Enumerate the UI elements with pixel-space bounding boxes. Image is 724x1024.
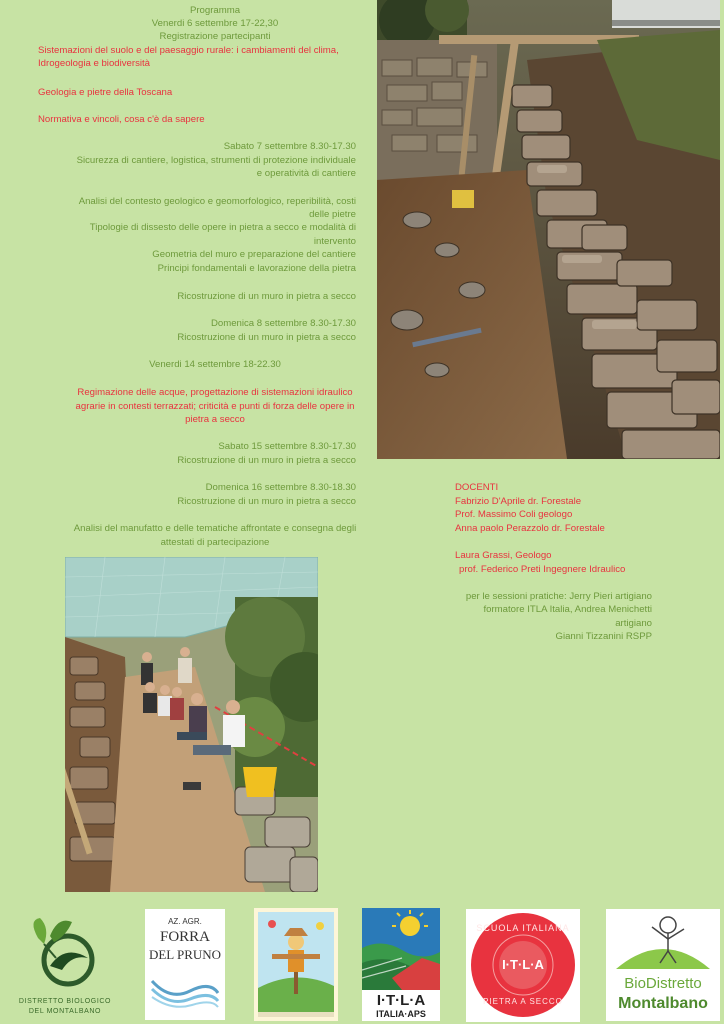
- day4-topic1-line3: pietra a secco: [185, 414, 245, 425]
- day2-topic3-line1: Tipologie di dissesto delle opere in pietra a secco e modalità di: [89, 222, 356, 233]
- itla-italia-logo: [362, 908, 440, 1021]
- docente-4: Laura Grassi, Geologo: [455, 550, 552, 561]
- biodistretto-logo-line1: BioDistretto: [624, 975, 702, 992]
- forra-del-pruno-logo: [145, 909, 225, 1020]
- docente-1: Fabrizio D'Aprile dr. Forestale: [455, 496, 582, 507]
- scuola-logo-line3: PIETRA A SECCO: [483, 997, 563, 1006]
- day2-topic1-line1: Sicurezza di cantiere, logistica, strumenti di protezione individuale: [76, 155, 356, 166]
- biodistretto-figure-icon: [606, 909, 720, 973]
- day2-topic5: Principi fondamentali e lavorazione della pietra: [157, 263, 356, 274]
- distretto-leaf-icon: [10, 914, 120, 994]
- closing-line2: attestati di partecipazione: [160, 537, 270, 548]
- day1-date: Venerdi 6 settembre 17-22,30: [151, 18, 279, 29]
- itla-landscape-icon: [362, 908, 440, 990]
- day4-topic1-line2: agrarie in contesti terrazzati; criticità e punti di forza delle opere in: [75, 401, 355, 412]
- forra-logo-line2: FORRA: [159, 929, 211, 945]
- scarecrow-icon: [254, 908, 338, 1021]
- day5-topic1: Ricostruzione di un muro in pietra a secco: [177, 455, 356, 466]
- day4-date: Venerdi 14 settembre 18-22.30: [149, 359, 281, 370]
- docente-2: Prof. Massimo Coli geologo: [455, 509, 573, 520]
- pratiche-line4: Gianni Tizzanini RSPP: [555, 631, 652, 642]
- day2-topic2-line2: delle pietre: [309, 209, 356, 220]
- day2-topic6: Ricostruzione di un muro in pietra a secco: [177, 291, 356, 302]
- biodistretto-logo-line2: Montalbano: [618, 995, 708, 1012]
- program-title: Programma: [189, 5, 241, 16]
- distretto-logo-line1: DISTRETTO BIOLOGICO: [18, 998, 112, 1005]
- pratiche-line2: formatore ITLA Italia, Andrea Menichetti: [483, 604, 652, 615]
- day2-topic2-line1: Analisi del contesto geologico e geomorfologico, reperibilità, costi: [78, 196, 356, 207]
- day2-topic1-line2: e operatività di cantiere: [256, 168, 356, 179]
- day3-topic1: Ricostruzione di un muro in pietra a secco: [177, 332, 356, 343]
- pratiche-line3: artigiano: [615, 618, 652, 629]
- day1-topic1-line1: Sistemazioni del suolo e del paesaggio rurale: i cambiamenti del clima,: [38, 45, 339, 56]
- day3-date: Domenica 8 settembre 8.30-17.30: [210, 318, 356, 329]
- forra-waves-icon: [150, 971, 220, 1011]
- docente-3: Anna paolo Perazzolo dr. Forestale: [455, 523, 605, 534]
- forra-logo-line3: DEL PRUNO: [148, 947, 222, 962]
- day2-topic3-line2: intervento: [313, 236, 356, 247]
- day1-topic3: Normativa e vincoli, cosa c'è da sapere: [38, 114, 205, 125]
- itla-logo-subtext: ITALIA·APS: [376, 1009, 426, 1019]
- distretto-biologico-logo: [10, 914, 120, 1020]
- pratiche-line1: per le sessioni pratiche: Jerry Pieri artigiano: [465, 591, 652, 602]
- scuola-logo-line2: I·T·L·A: [502, 957, 544, 972]
- day2-topic4: Geometria del muro e preparazione del cantiere: [152, 249, 356, 260]
- closing-line1: Analisi del manufatto e delle tematiche affrontate e consegna degli: [73, 523, 357, 534]
- day6-topic1: Ricostruzione di un muro in pietra a secco: [177, 496, 356, 507]
- day5-date: Sabato 15 settembre 8.30-17.30: [218, 441, 356, 452]
- forra-logo-line1: AZ. AGR.: [168, 917, 202, 926]
- day1-topic2: Geologia e pietre della Toscana: [38, 87, 173, 98]
- itla-logo-text: I·T·L·A: [376, 992, 426, 1009]
- docenti-heading: DOCENTI: [455, 482, 499, 493]
- stone-wall-photo: [377, 0, 720, 459]
- stone-wall-image: [377, 0, 720, 459]
- day1-topic1-line2: Idrogeologia e biodiversità: [38, 58, 151, 69]
- biodistretto-montalbano-logo: [606, 909, 720, 1021]
- day6-date: Domenica 16 settembre 8.30-18.30: [205, 482, 356, 493]
- scuola-logo-line1: SCUOLA ITALIANA: [476, 923, 570, 933]
- day1-registration: Registrazione partecipanti: [159, 31, 271, 42]
- day4-topic1-line1: Regimazione delle acque, progettazione di sistemazioni idraulico: [77, 387, 353, 398]
- docente-5: prof. Federico Preti Ingegnere Idraulico: [459, 564, 626, 575]
- scuola-pietra-a-secco-logo: [466, 909, 580, 1022]
- group-photo: [65, 557, 318, 892]
- group-image: [65, 557, 318, 892]
- day2-date: Sabato 7 settembre 8.30-17.30: [223, 141, 356, 152]
- distretto-logo-line2: DEL MONTALBANO: [28, 1008, 102, 1015]
- scarecrow-poster-logo: [254, 908, 338, 1021]
